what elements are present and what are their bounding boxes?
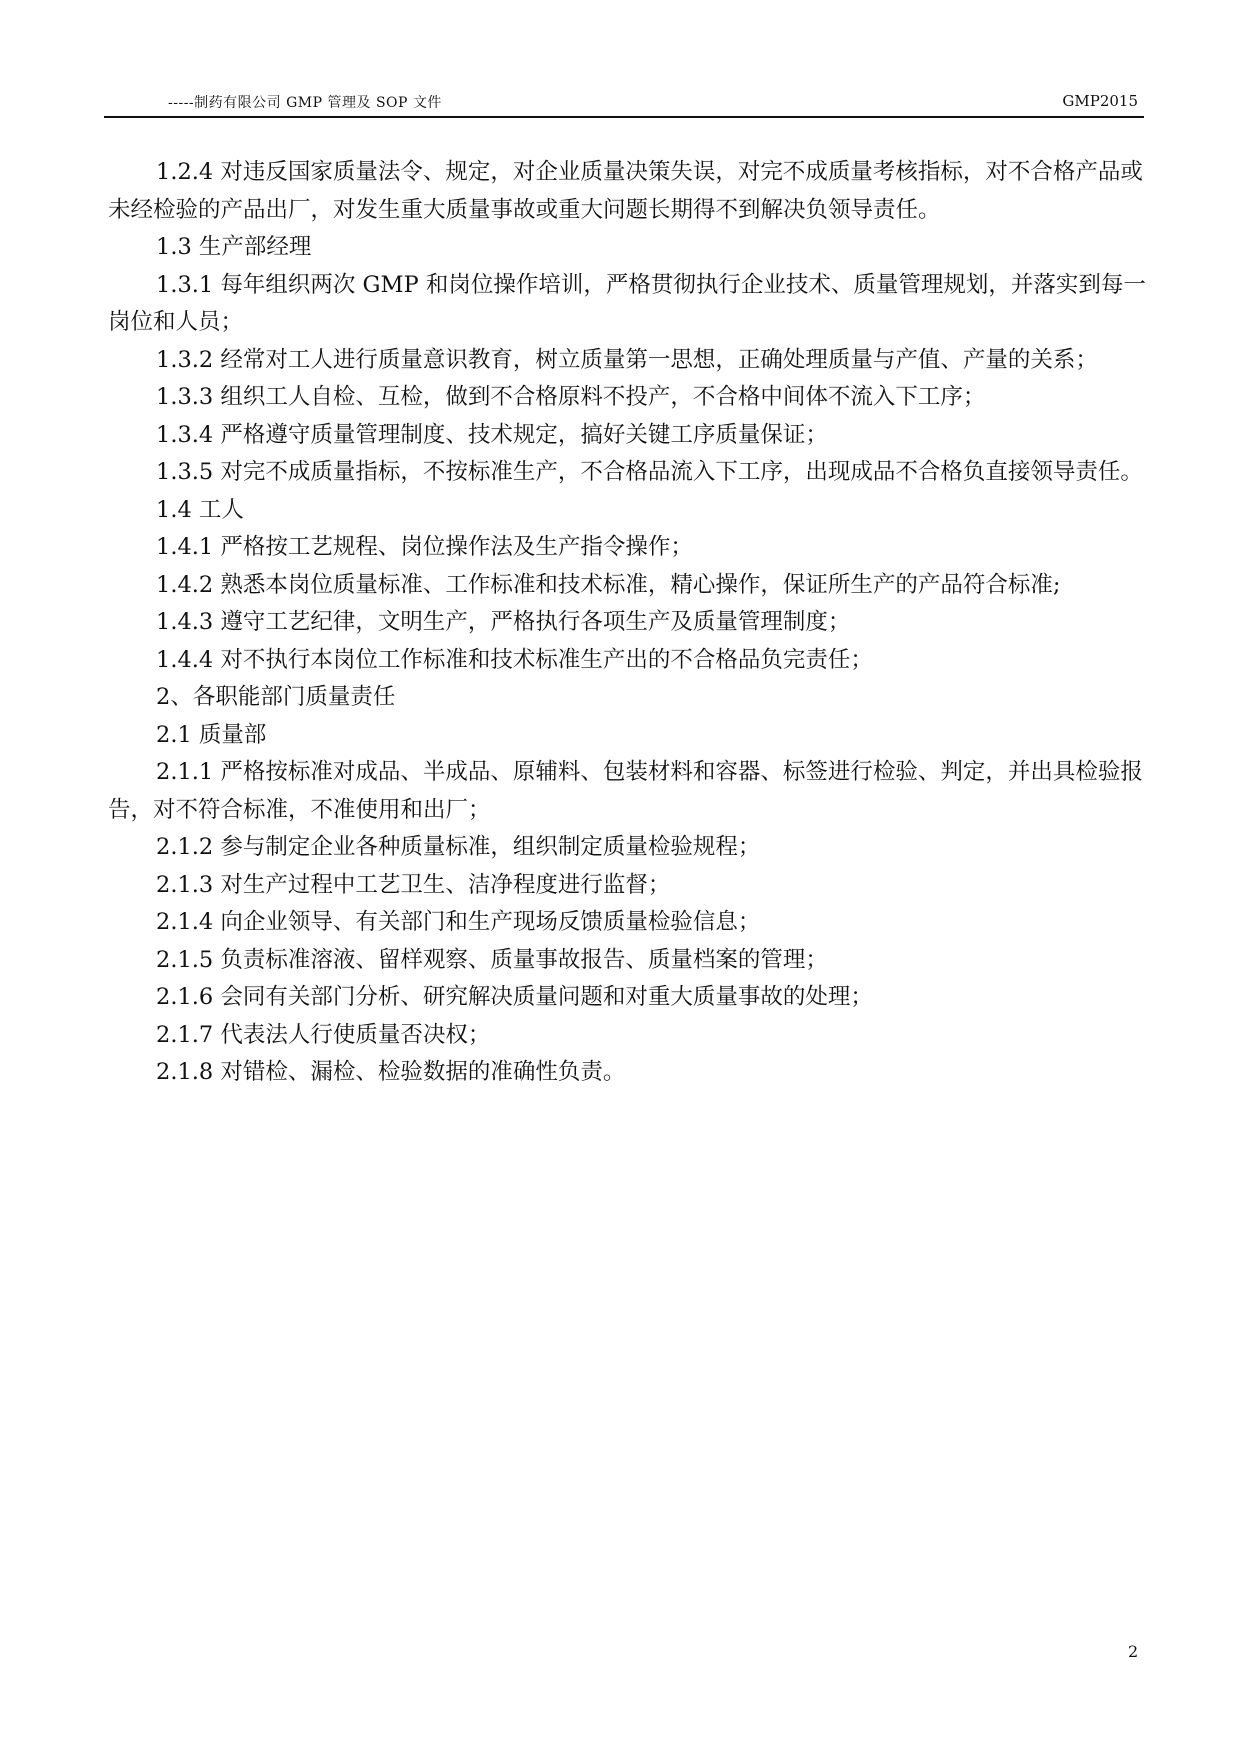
paragraph-2-1-6: 2.1.6 会同有关部门分析、研究解决质量问题和对重大质量事故的处理； bbox=[156, 984, 873, 1010]
paragraph-1-2-4: 1.2.4 对违反国家质量法令、规定，对企业质量决策失误，对完不成质量考核指标，对不合格产品或未经检验的产品出厂，对发生重大质量事故或重大问题长期得不到解决负领导责任。 bbox=[108, 159, 1143, 223]
paragraph-1-3-1: 1.3.1 每年组织两次 GMP 和岗位操作培训，严格贯彻执行企业技术、质量管理规划，并落实到每一岗位和人员； bbox=[108, 271, 1146, 335]
document-body bbox=[108, 154, 1148, 1092]
heading-1-3: 1.3 生产部经理 bbox=[156, 234, 312, 260]
heading-1-4: 1.4 工人 bbox=[156, 496, 244, 523]
paragraph-1-3-2: 1.3.2 经常对工人进行质量意识教育，树立质量第一思想，正确处理质量与产值、产量的关系； bbox=[156, 346, 1098, 373]
paragraph-2-1-3: 2.1.3 对生产过程中工艺卫生、洁净程度进行监督； bbox=[156, 871, 671, 898]
paragraph-1-4-4: 1.4.4 对不执行本岗位工作标准和技术标准生产出的不合格品负完责任； bbox=[156, 646, 873, 673]
paragraph-1-4-1: 1.4.1 严格按工艺规程、岗位操作法及生产指令操作； bbox=[156, 534, 693, 560]
paragraph-2-1-8: 2.1.8 对错检、漏检、检验数据的准确性负责。 bbox=[156, 1059, 626, 1085]
paragraph-2-1-5: 2.1.5 负责标准溶液、留样观察、质量事故报告、质量档案的管理； bbox=[156, 946, 828, 973]
heading-2-1: 2.1 质量部 bbox=[156, 721, 267, 748]
page-header bbox=[104, 90, 1144, 118]
header-company-title: -----制药有限公司 GMP 管理及 SOP 文件 bbox=[168, 95, 442, 111]
paragraph-2-1-7: 2.1.7 代表法人行使质量否决权； bbox=[156, 1021, 491, 1048]
paragraph-1-3-5: 1.3.5 对完不成质量指标，不按标准生产，不合格品流入下工序，出现成品不合格负直接领导责任。 bbox=[156, 459, 1143, 485]
paragraph-1-3-3: 1.3.3 组织工人自检、互检，做到不合格原料不投产，不合格中间体不流入下工序； bbox=[156, 384, 986, 410]
paragraph-2-1-1: 2.1.1 严格按标准对成品、半成品、原辅料、包装材料和容器、标签进行检验、判定，并出具检验报告，对不符合标准，不准使用和出厂； bbox=[108, 759, 1143, 823]
paragraph-1-4-3: 1.4.3 遵守工艺纪律，文明生产，严格执行各项生产及质量管理制度； bbox=[156, 609, 851, 635]
header-doc-code: GMP2015 bbox=[1062, 92, 1138, 110]
paragraph-1-4-2: 1.4.2 熟悉本岗位质量标准、工作标准和技术标准，精心操作，保证所生产的产品符合标准; bbox=[156, 571, 1061, 598]
page-number: 2 bbox=[1128, 1642, 1139, 1661]
paragraph-1-3-4: 1.3.4 严格遵守质量管理制度、技术规定，搞好关键工序质量保证； bbox=[156, 421, 828, 448]
heading-2: 2、各职能部门质量责任 bbox=[156, 684, 396, 710]
paragraph-2-1-4: 2.1.4 向企业领导、有关部门和生产现场反馈质量检验信息； bbox=[156, 909, 761, 935]
paragraph-2-1-2: 2.1.2 参与制定企业各种质量标准，组织制定质量检验规程； bbox=[156, 834, 761, 860]
